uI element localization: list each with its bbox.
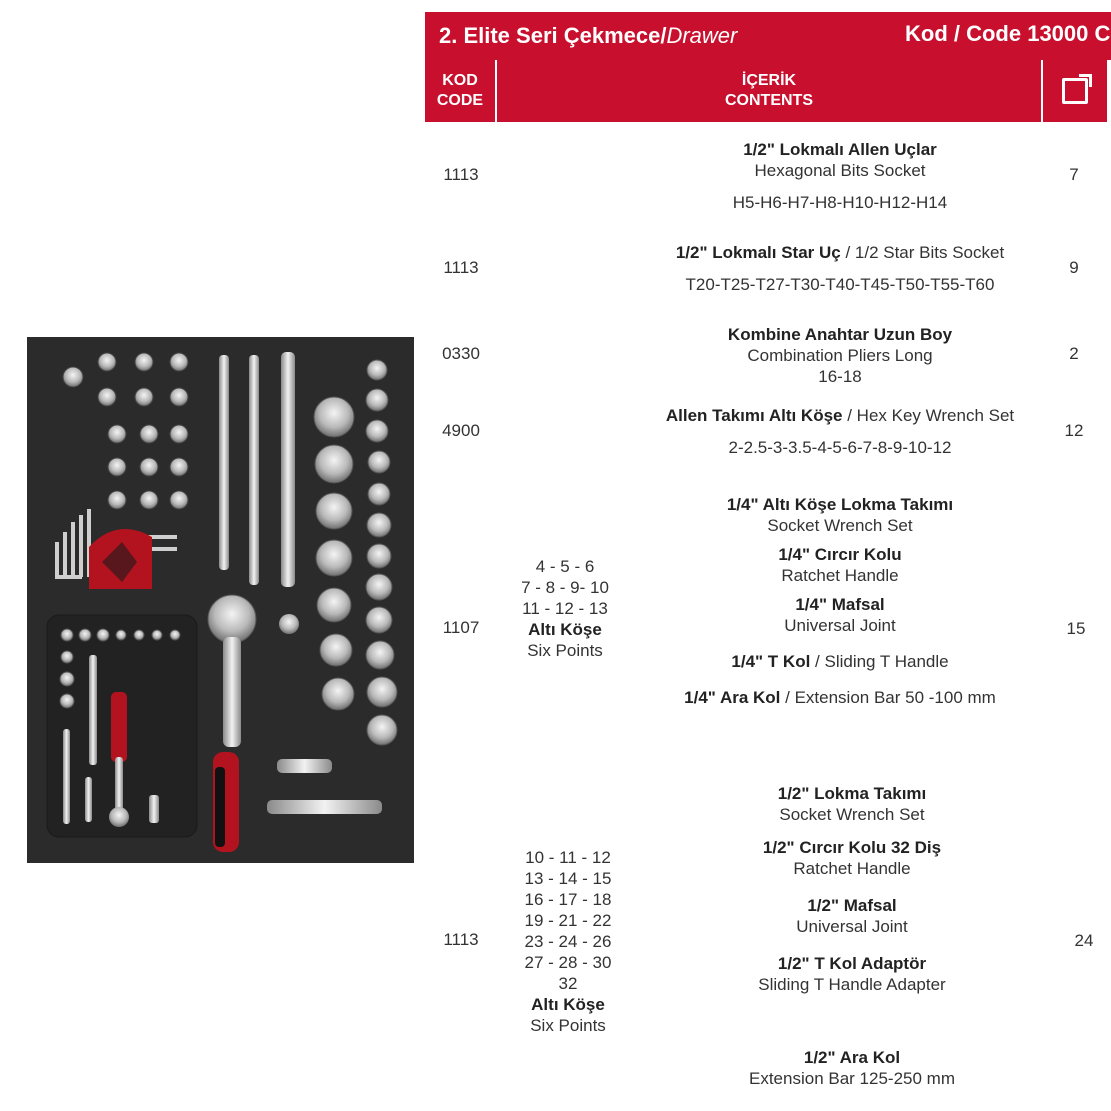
row-contents: Kombine Anahtar Uzun Boy Combination Pliers Long 16-18 <box>727 325 953 386</box>
column-quantity <box>1043 60 1107 122</box>
row-contents: 1/2" Lokmalı Allen Uçlar Hexagonal Bits Socket H5-H6-H7-H8-H10-H12-H14 <box>732 140 948 212</box>
row-quantity: 15 <box>1066 619 1086 638</box>
tool-tray-illustration <box>27 337 414 863</box>
row-code: 1113 <box>443 165 479 184</box>
row-contents: 1/2" Lokmalı Star Uç / 1/2 Star Bits Socket T20-T25-T27-T30-T40-T45-T50-T55-T60 <box>675 243 1005 294</box>
row-code: 1107 <box>442 618 480 637</box>
row-quantity: 2 <box>1069 344 1079 363</box>
row-code: 1113 <box>443 930 479 949</box>
row-quantity: 24 <box>1074 931 1094 950</box>
product-code: Kod / Code 13000 C <box>905 21 1111 46</box>
column-code: KOD CODE <box>425 60 495 122</box>
drawer-product-photo <box>27 337 414 863</box>
row-quantity: 9 <box>1069 258 1079 277</box>
row-code: 1113 <box>443 258 479 277</box>
section-title: 2. Elite Seri Çekmece/Drawer <box>439 23 738 48</box>
row-code: 0330 <box>442 344 480 363</box>
table-header <box>425 60 1111 124</box>
column-contents: İÇERİK CONTENTS <box>497 60 1041 122</box>
box-icon <box>1062 78 1088 104</box>
row-code: 4900 <box>442 421 480 440</box>
row-sizes: 10 - 11 - 12 13 - 14 - 15 16 - 17 - 18 19 - 21 - 22 23 - 24 - 26 27 - 28 - 30 32 Altı Köşe Six Points <box>524 848 612 1035</box>
row-contents: 1/2" Lokma Takımı Socket Wrench Set 1/2" Cırcır Kolu 32 Diş Ratchet Handle 1/2" Mafsal Universal Joint 1/2" T Kol Adaptör Sliding T Handle Adapter 1/2" Ara Kol Extension Bar 125-250 mm <box>749 784 955 1088</box>
row-contents: 1/4" Altı Köşe Lokma Takımı Socket Wrench Set 1/4" Cırcır Kolu Ratchet Handle 1/4" Mafsal Universal Joint 1/4" T Kol / Sliding T Handle 1/4" Ara Kol / Extension Bar 50 -100 mm <box>684 495 996 707</box>
row-quantity: 7 <box>1069 165 1079 184</box>
section-title-bar <box>425 12 1111 60</box>
row-contents: Allen Takımı Altı Köşe / Hex Key Wrench Set 2-2.5-3-3.5-4-5-6-7-8-9-10-12 <box>665 406 1015 457</box>
row-sizes: 4 - 5 - 6 7 - 8 - 9- 10 11 - 12 - 13 Altı Köşe Six Points <box>521 557 609 660</box>
row-quantity: 12 <box>1064 421 1084 440</box>
